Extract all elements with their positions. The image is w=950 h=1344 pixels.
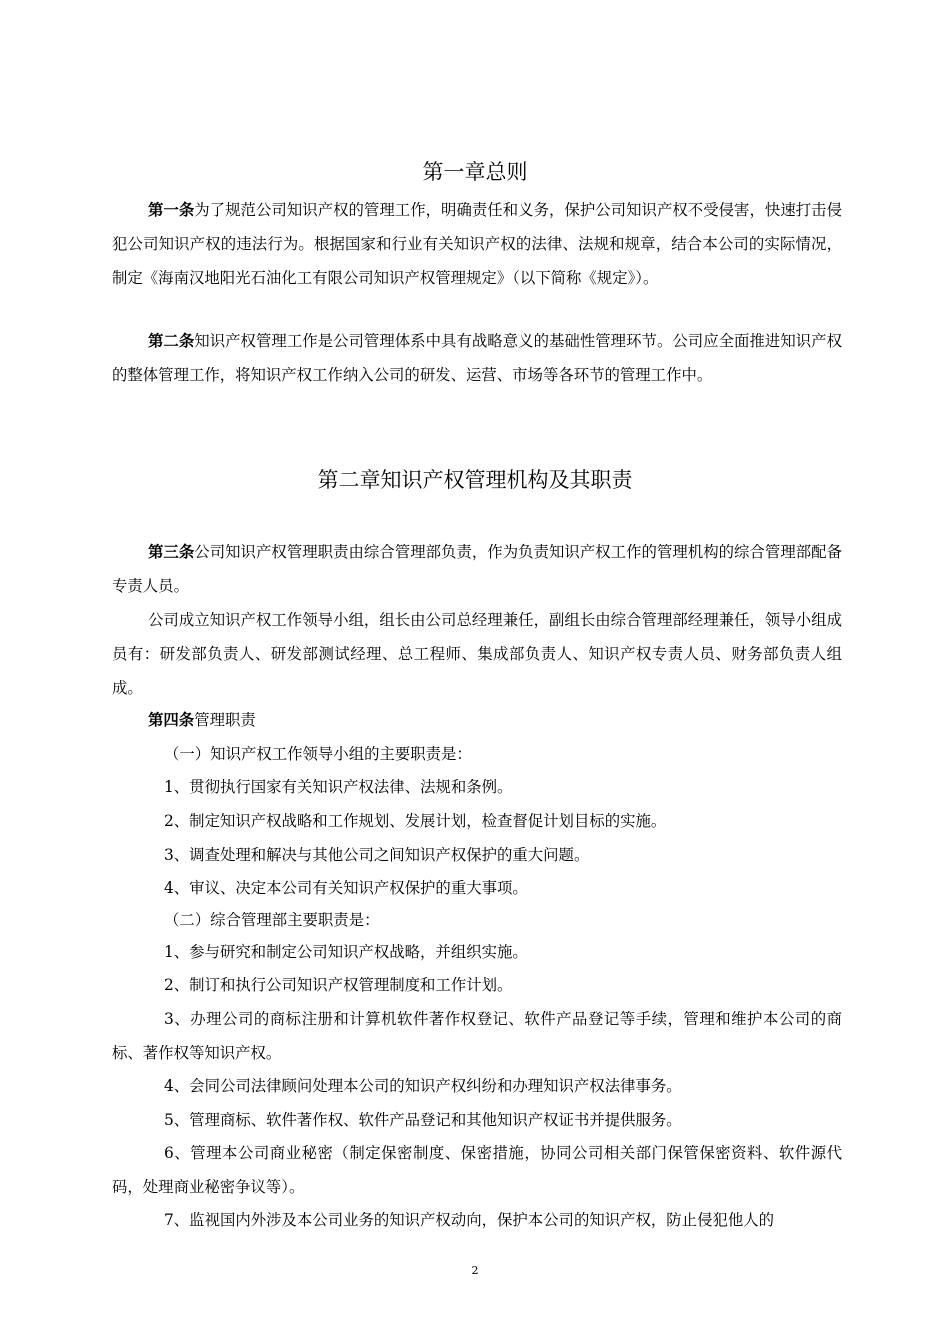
article-1 xyxy=(112,193,842,295)
chapter-1-title: 第一章总则 xyxy=(422,160,528,184)
article-2-label: 第二条 xyxy=(148,332,195,350)
article-1-text: 为了规范公司知识产权的管理工作，明确责任和义务，保护公司知识产权不受侵害，快速打击侵犯公司知识产权的违法行为。根据国家和行业有关知识产权的法律、法规和规章，结合本公司的实际情况，制定《海南汉地阳光石油化工有限公司知识产权管理规定》（以下简称《规定》）。 xyxy=(112,201,842,287)
article-3-text: 公司知识产权管理职责由综合管理部负责，作为负责知识产权工作的管理机构的综合管理部配备专责人员。 xyxy=(112,543,842,595)
section-1-item: 1、贯彻执行国家有关知识产权法律、法规和条例。 xyxy=(164,778,513,796)
article-3-label: 第三条 xyxy=(148,543,195,561)
leadership-group-paragraph: 公司成立知识产权工作领导小组，组长由公司总经理兼任，副组长由综合管理部经理兼任，领导小组成员有：研发部负责人、研发部测试经理、总工程师、集成部负责人、知识产权专责人员、财务部负责人组成。 xyxy=(112,611,842,697)
section-2-item: 1、参与研究和制定公司知识产权战略，并组织实施。 xyxy=(164,943,528,961)
section-2-item: 6、管理本公司商业秘密（制定保密制度、保密措施，协同公司相关部门保管保密资料、软件源代码，处理商业秘密争议等）。 xyxy=(112,1144,842,1196)
section-1-item: 4、审议、决定本公司有关知识产权保护的重大事项。 xyxy=(164,879,528,897)
article-4-label: 第四条 xyxy=(148,711,195,729)
article-4-text: 管理职责 xyxy=(194,711,256,729)
section-2-item: 7、监视国内外涉及本公司业务的知识产权动向，保护本公司的知识产权，防止侵犯他人的 xyxy=(164,1211,775,1229)
article-2 xyxy=(112,324,842,392)
section-2-item: 4、会同公司法律顾问处理本公司的知识产权纠纷和办理知识产权法律事务。 xyxy=(164,1077,682,1095)
article-1-label: 第一条 xyxy=(148,201,195,219)
article-4 xyxy=(112,703,842,737)
article-3 xyxy=(112,535,842,603)
section-2-heading: （二）综合管理部主要职责是： xyxy=(164,911,380,929)
section-2-item: 2、制订和执行公司知识产权管理制度和工作计划。 xyxy=(164,976,513,994)
section-2-item: 5、管理商标、软件著作权、软件产品登记和其他知识产权证书并提供服务。 xyxy=(164,1111,682,1129)
section-2-item: 3、办理公司的商标注册和计算机软件著作权登记、软件产品登记等手续，管理和维护本公司的商标、著作权等知识产权。 xyxy=(112,1010,842,1062)
page-number: 2 xyxy=(471,1264,479,1277)
chapter-2-title: 第二章知识产权管理机构及其职责 xyxy=(317,468,633,492)
section-1-item: 2、制定知识产权战略和工作规划、发展计划，检查督促计划目标的实施。 xyxy=(164,812,667,830)
section-1-item: 3、调查处理和解决与其他公司之间知识产权保护的重大问题。 xyxy=(164,846,590,864)
section-1-heading: （一）知识产权工作领导小组的主要职责是： xyxy=(164,745,472,763)
article-2-text: 知识产权管理工作是公司管理体系中具有战略意义的基础性管理环节。公司应全面推进知识产权的整体管理工作，将知识产权工作纳入公司的研发、运营、市场等各环节的管理工作中。 xyxy=(112,332,842,384)
